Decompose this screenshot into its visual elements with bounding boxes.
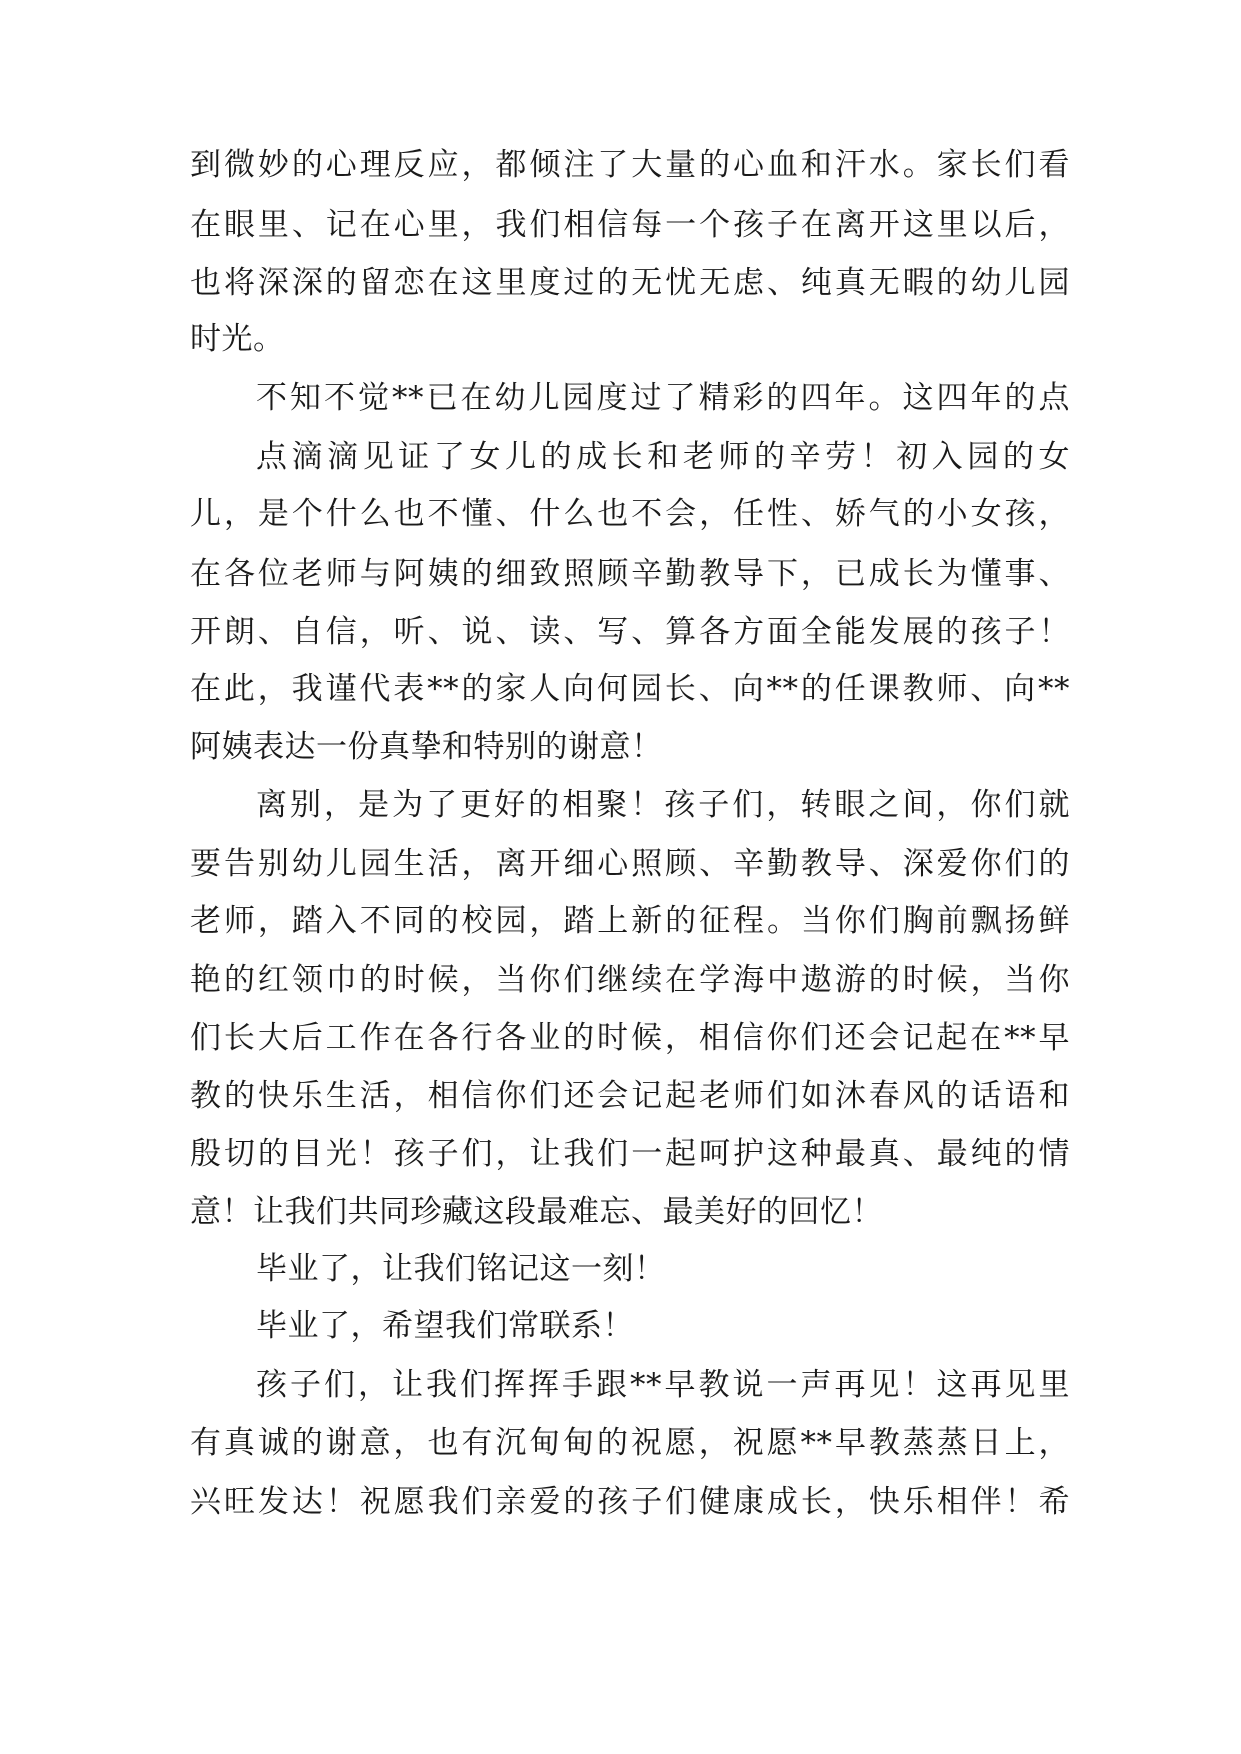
text-line: 意！让我们共同珍藏这段最难忘、最美好的回忆！ (190, 1194, 883, 1230)
text-line: 在眼里、记在心里，我们相信每一个孩子在离开这里以后， (190, 207, 1070, 243)
paragraph-start-line: 毕业了，希望我们常联系！ (256, 1308, 634, 1344)
text-line: 教的快乐生活，相信你们还会记起老师们如沐春风的话语和 (190, 1078, 1070, 1114)
paragraph-start-line: 离别，是为了更好的相聚！孩子们，转眼之间，你们就 (256, 787, 1070, 823)
text-line: 也将深深的留恋在这里度过的无忧无虑、纯真无暇的幼儿园 (190, 265, 1070, 301)
paragraph-start-line: 毕业了，让我们铭记这一刻！ (256, 1251, 666, 1287)
text-line: 兴旺发达！祝愿我们亲爱的孩子们健康成长，快乐相伴！希 (190, 1484, 1070, 1520)
text-line: 殷切的目光！孩子们，让我们一起呵护这种最真、最纯的情 (190, 1136, 1070, 1172)
text-line: 们长大后工作在各行各业的时候，相信你们还会记起在**早 (190, 1020, 1070, 1056)
text-line: 艳的红领巾的时候，当你们继续在学海中遨游的时候，当你 (190, 962, 1070, 998)
text-line: 在此，我谨代表**的家人向何园长、向**的任课教师、向** (190, 671, 1070, 707)
text-line: 阿姨表达一份真挚和特别的谢意！ (190, 729, 663, 765)
text-line: 在各位老师与阿姨的细致照顾辛勤教导下，已成长为懂事、 (190, 556, 1070, 592)
text-line: 点滴滴见证了女儿的成长和老师的辛劳！初入园的女 (256, 439, 1070, 475)
text-line: 开朗、自信，听、说、读、写、算各方面全能发展的孩子！ (190, 614, 1070, 650)
paragraph-start-line: 不知不觉**已在幼儿园度过了精彩的四年。这四年的点 (256, 380, 1070, 416)
paragraph-start-line: 孩子们，让我们挥挥手跟**早教说一声再见！这再见里 (256, 1367, 1070, 1403)
text-line: 儿，是个什么也不懂、什么也不会，任性、娇气的小女孩， (190, 496, 1070, 532)
text-line: 到微妙的心理反应，都倾注了大量的心血和汗水。家长们看 (190, 147, 1070, 183)
text-line: 老师，踏入不同的校园，踏上新的征程。当你们胸前飘扬鲜 (190, 903, 1070, 939)
text-line: 时光。 (190, 321, 285, 357)
text-line: 有真诚的谢意，也有沉甸甸的祝愿，祝愿**早教蒸蒸日上， (190, 1425, 1070, 1461)
text-line: 要告别幼儿园生活，离开细心照顾、辛勤教导、深爱你们的 (190, 846, 1070, 882)
